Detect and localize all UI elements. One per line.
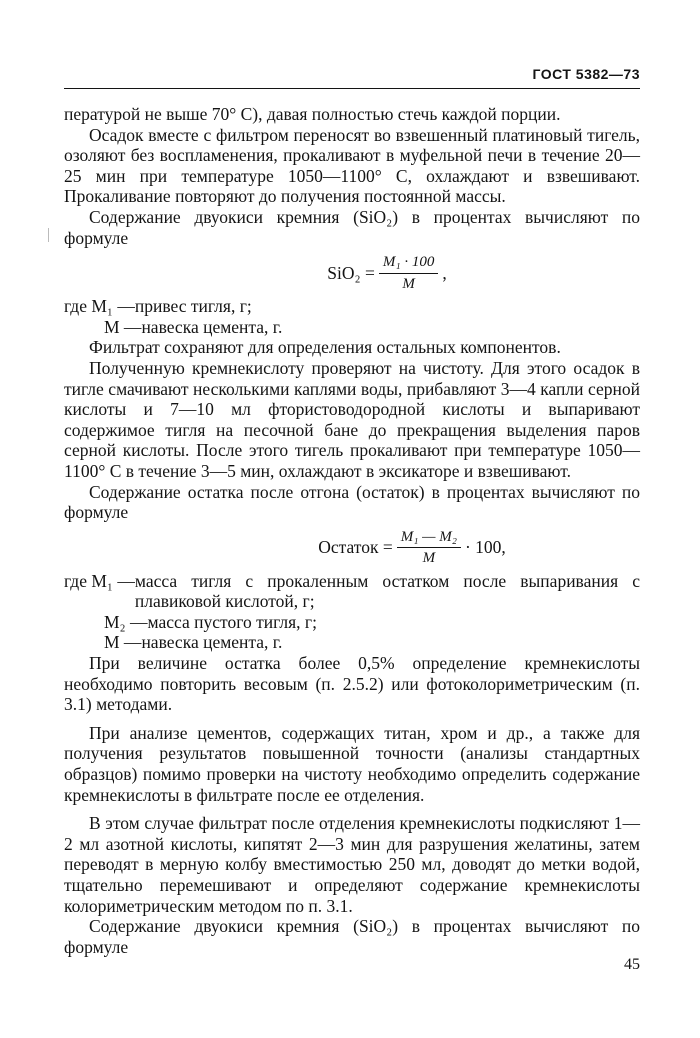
where-text: навеска цемента, г. (141, 316, 283, 337)
paragraph: Фильтрат сохраняют для определения остальных компонентов. (89, 337, 561, 358)
formula-tail: · 100, (464, 537, 506, 558)
where-item (64, 317, 640, 338)
formula-fraction (379, 254, 438, 292)
formula-sio2 (64, 254, 640, 292)
where-text: навеска цемента, г. (141, 632, 283, 653)
paragraph: Осадок вместе с фильтром переносят во взвешенный платиновый тигель, озоляют без воспламенения, прокаливают в муфельной печи в течение 20—25 мин при температуре 1050—1100° С, охлаждают и взвешивают. Прокаливание повторяют до получения постоянной массы. (64, 124, 640, 207)
where-label: M₂ — (104, 611, 148, 632)
margin-mark (48, 228, 49, 242)
where-item (64, 612, 640, 633)
where-label: M — (104, 632, 142, 653)
page-number: 45 (624, 956, 640, 973)
formula-fraction (397, 529, 461, 567)
where-label: где M₁ — (64, 570, 135, 591)
paragraph: Содержание двуокиси кремния (SiO₂) в процентах вычисляют по формуле (64, 916, 640, 957)
formula-tail: , (442, 262, 447, 283)
where-label: где M₁ — (64, 296, 135, 317)
paragraph: Полученную кремнекислоту проверяют на чистоту. Для этого осадок в тигле смачивают несколькими каплями воды, прибавляют 3—4 капли серной кислоты и 7—10 мл фтористоводородной кислоты и выпаривают содержимое тигля на песочной бане до прекращения выделения паров серной кислоты. После этого тигель прокаливают при температуре 1050—1100° С в течение 3—5 мин, охлаждают в эксикаторе и взвешивают. (64, 357, 640, 481)
where-text: привес тигля, г; (134, 296, 252, 317)
header-rule (64, 88, 640, 89)
paragraph: В этом случае фильтрат после отделения кремнекислоты подкисляют 1—2 мл азотной кислоты, кипятят 2—3 мин для разрушения желатины, затем переводят в мерную колбу вместимостью 250 мл, доводят до метки водой, тщательно перемешивают и определяют содержание кремнекислоты колориметрическим методом по п. 3.1. (64, 813, 640, 916)
formula-lhs: SiO₂ = (327, 262, 375, 283)
paragraph: Содержание остатка после отгона (остаток) в процентах вычисляют по формуле (64, 481, 640, 523)
paragraph: При величине остатка более 0,5% определение кремнекислоты необходимо повторить весовым (п. 2.5.2) или фотоколориметрическим (п. 3.1) методами. (64, 653, 640, 715)
where-text: масса тигля с прокаленным остатком после выпаривания с плавиковой кислотой, г; (134, 570, 640, 612)
where-item (64, 296, 640, 317)
where-text: масса пустого тигля, г; (147, 611, 317, 632)
page-body (64, 104, 640, 957)
formula-numerator: M₁ — M₂ (397, 529, 461, 549)
formula-denominator: M (422, 550, 436, 567)
document-header: ГОСТ 5382—73 (532, 66, 640, 82)
where-label: M — (104, 316, 142, 337)
formula-lhs: Остаток = (318, 537, 393, 558)
paragraph: Содержание двуокиси кремния (SiO₂) в процентах вычисляют по формуле (64, 206, 640, 248)
formula-numerator: M₁ · 100 (379, 254, 438, 274)
formula-denominator: M (402, 275, 415, 292)
formula-residue (64, 529, 640, 567)
where-item (64, 571, 640, 612)
paragraph: При анализе цементов, содержащих титан, хром и др., а также для получения результатов повышенной точности (анализы стандартных образцов) помимо проверки на чистоту необходимо определить содержание кремнекислоты в фильтрате после ее отделения. (64, 722, 640, 805)
paragraph: пературой не выше 70° С), давая полностью стечь каждой порции. (64, 104, 561, 124)
where-item (64, 632, 640, 653)
